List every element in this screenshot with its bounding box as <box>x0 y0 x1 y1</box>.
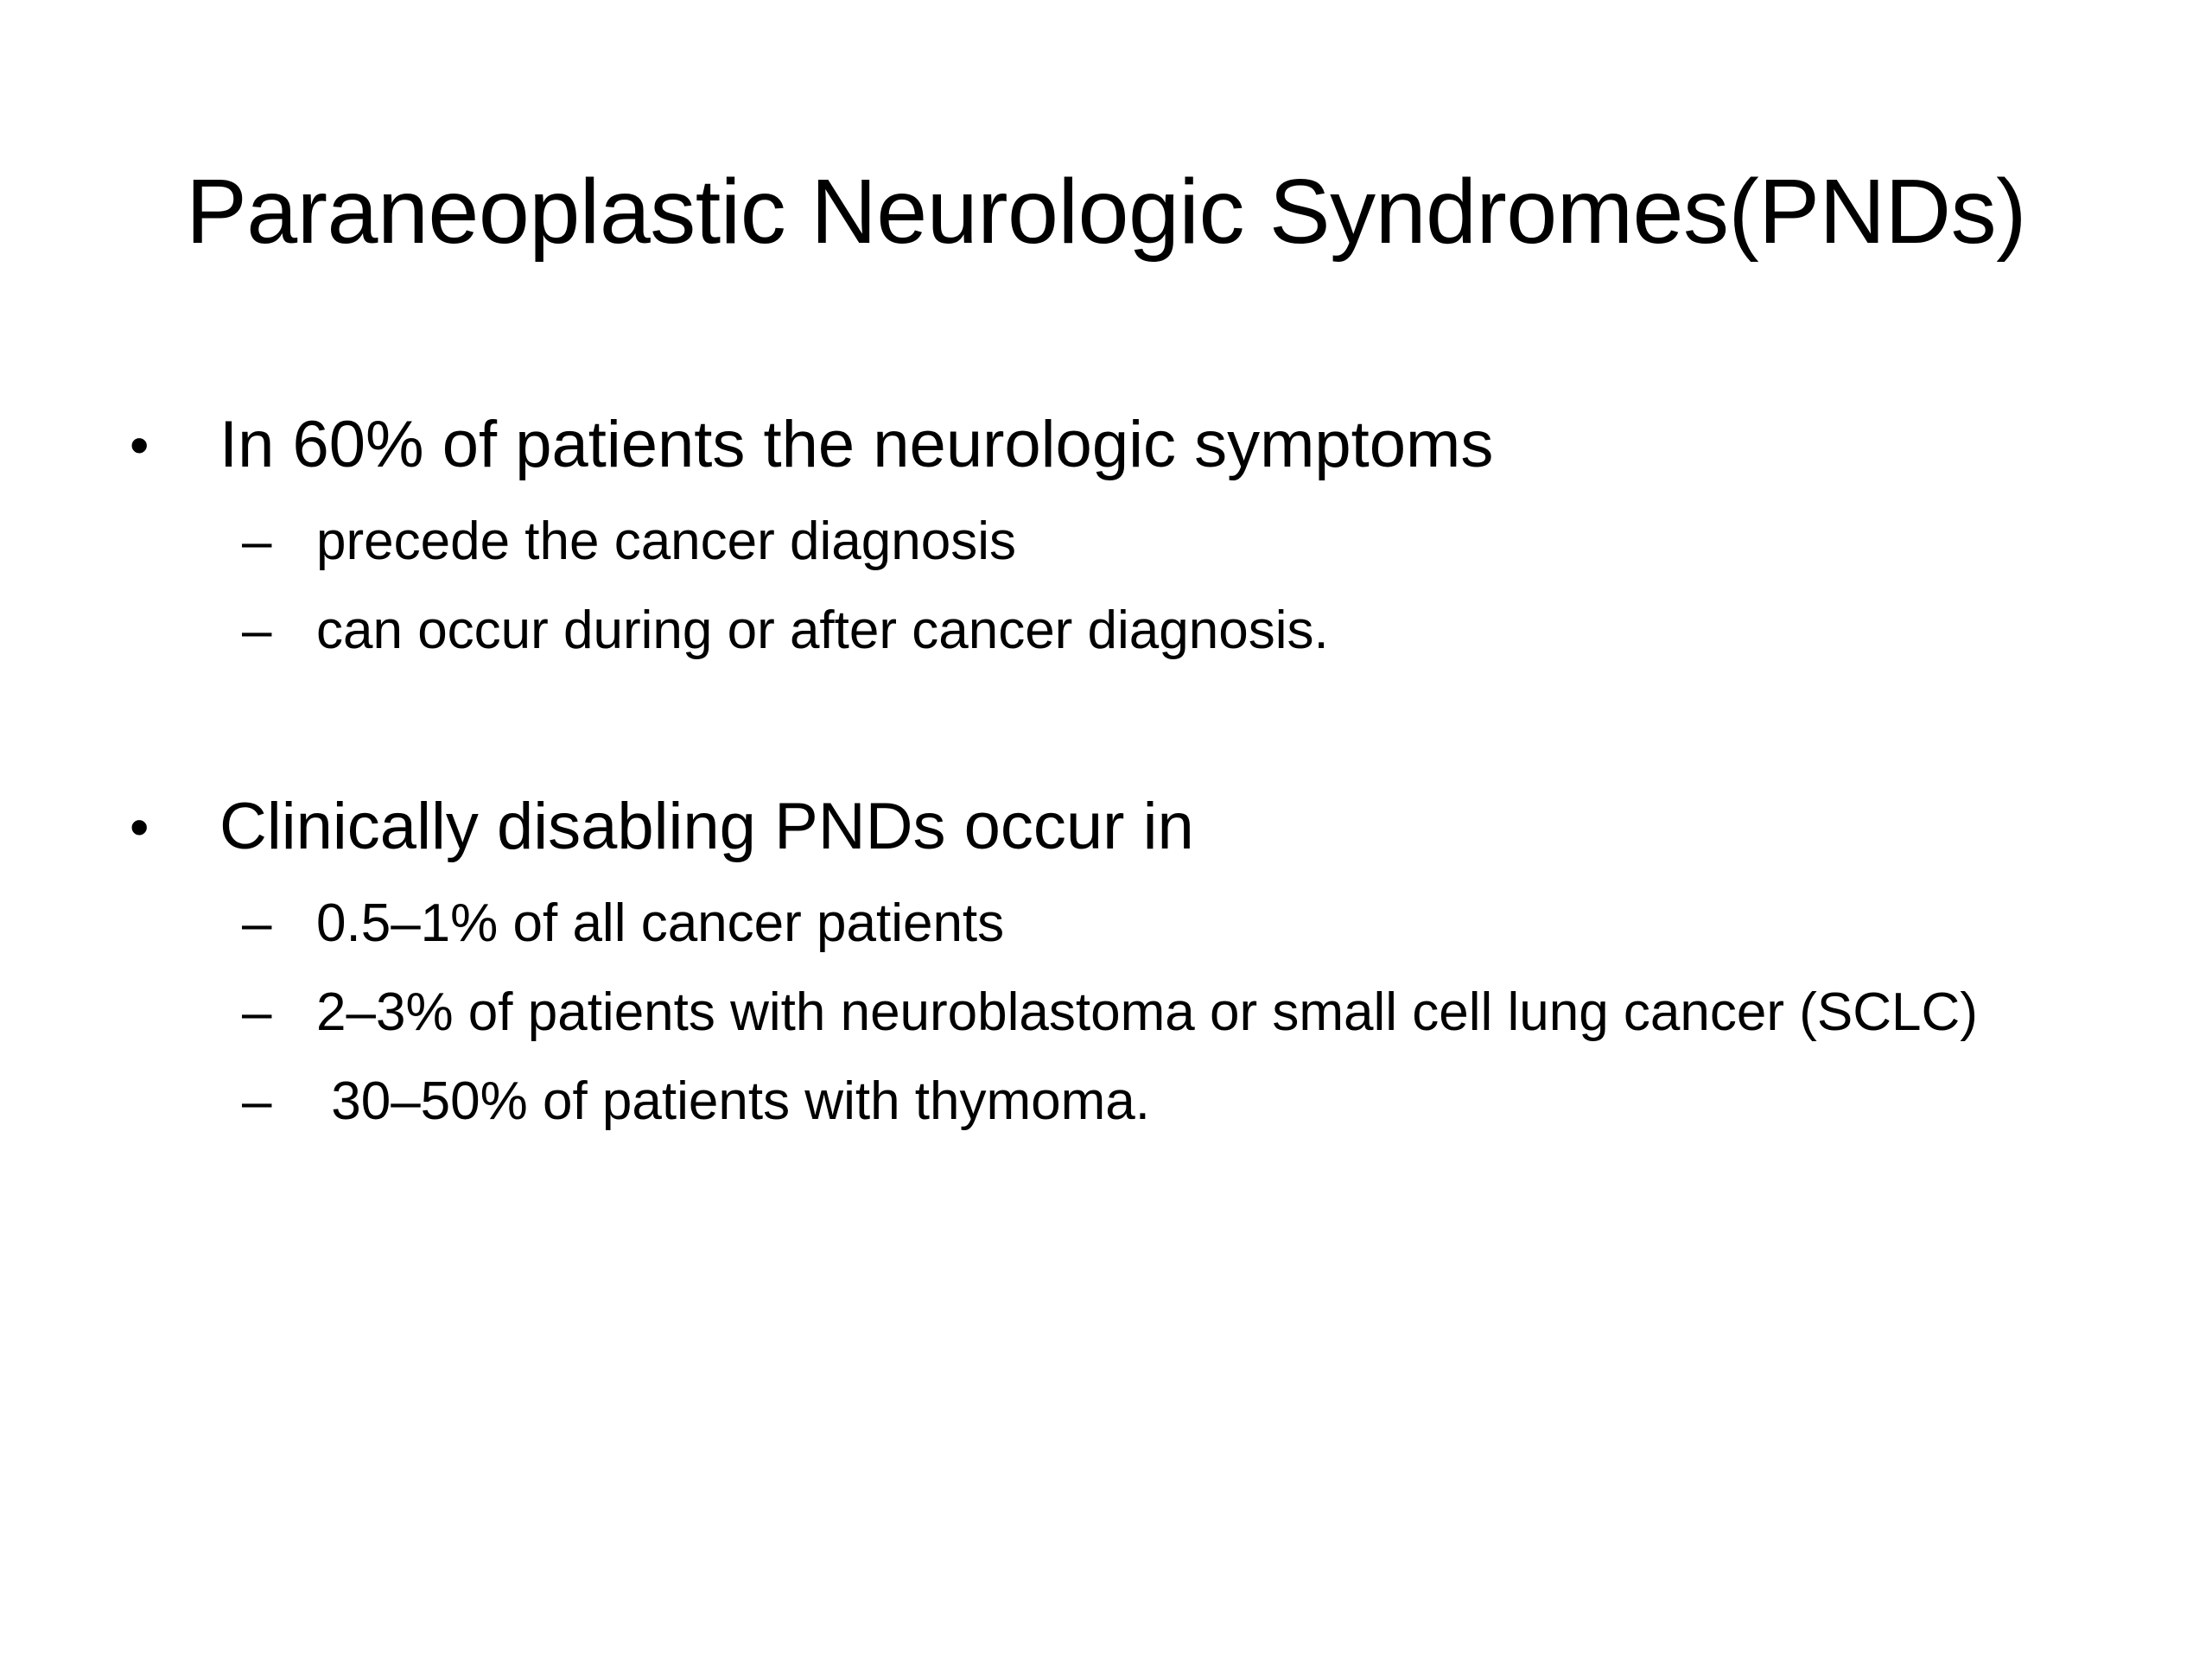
slide-body <box>130 393 2117 1146</box>
bullet-item <box>130 393 2117 497</box>
slide-title: Paraneoplastic Neurologic Syndromes(PNDs) <box>186 161 2026 263</box>
bullet-marker: • <box>130 796 149 858</box>
bullet-marker: • <box>130 414 149 476</box>
sub-bullet-text: precede the cancer diagnosis <box>316 512 1016 571</box>
bullet-item <box>130 775 2117 879</box>
sub-bullet-text: 2–3% of patients with neuroblastoma or small cell lung cancer (SCLC) <box>316 982 1978 1042</box>
sub-bullet-item <box>130 879 2117 968</box>
bullet-text: In 60% of patients the neurologic symptoms <box>219 408 1494 481</box>
sub-bullet-item <box>130 586 2117 675</box>
sub-bullet-text: 30–50% of patients with thymoma. <box>316 1071 1150 1131</box>
sub-bullet-text: can occur during or after cancer diagnosis. <box>316 601 1329 660</box>
bullet-text: Clinically disabling PNDs occur in <box>219 790 1194 863</box>
sub-bullet-item <box>130 497 2117 586</box>
sub-bullet-text: 0.5–1% of all cancer patients <box>316 893 1005 953</box>
sub-bullet-marker: – <box>242 893 272 953</box>
bullet-spacer <box>130 675 2117 775</box>
sub-bullet-marker: – <box>242 512 272 571</box>
sub-bullet-marker: – <box>242 982 272 1042</box>
sub-bullet-marker: – <box>242 1071 272 1131</box>
sub-bullet-item <box>130 1057 2117 1146</box>
sub-bullet-item <box>130 968 2117 1057</box>
sub-bullet-marker: – <box>242 601 272 660</box>
